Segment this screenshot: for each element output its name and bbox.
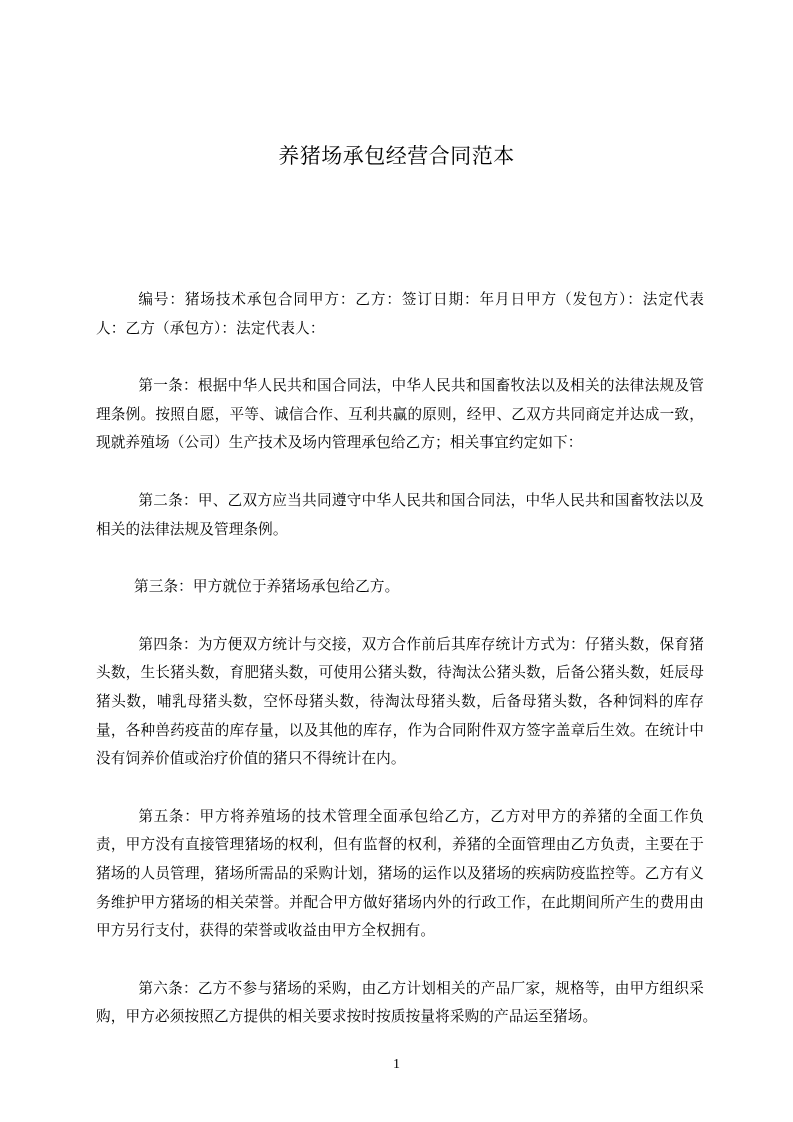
article-3-paragraph: 第三条：甲方就位于养猪场承包给乙方。 bbox=[133, 578, 400, 596]
article-5-paragraph: 第五条：甲方将养殖场的技术管理全面承包给乙方，乙方对甲方的养猪的全面工作负责，甲方没有直接管理猪场的权利，但有监督的权利，养猪的全面管理由乙方负责，主要在于猪场的人员管理，猪场所需品的采购计划，猪场的运作以及猪场的疾病防疫监控等。乙方有义务维护甲方猪场的相关荣誉。并配合甲方做好猪场内外的行政工作，在此期间所产生的费用由甲方另行支付，获得的荣誉或收益由甲方全权拥有。 bbox=[96, 807, 704, 940]
article-4-paragraph: 第四条：为方便双方统计与交接，双方合作前后其库存统计方式为：仔猪头数，保育猪头数，生长猪头数，育肥猪头数，可使用公猪头数，待淘汰公猪头数，后备公猪头数，妊辰母猪头数，哺乳母猪头数，空怀母猪头数，待淘汰母猪头数，后备母猪头数，各种饲料的库存量，各种兽药疫苗的库存量，以及其他的库存，作为合同附件双方签字盖章后生效。在统计中没有饲养价值或治疗价值的猪只不得统计在内。 bbox=[96, 635, 704, 768]
article-1-paragraph: 第一条：根据中华人民共和国合同法，中华人民共和国畜牧法以及相关的法律法规及管理条例。按照自愿，平等、诚信合作、互利共赢的原则，经甲、乙双方共同商定并达成一致，现就养殖场（公司）生产技术及场内管理承包给乙方；相关事宜约定如下： bbox=[96, 377, 704, 452]
document-body bbox=[96, 286, 704, 1032]
document-title: 养猪场承包经营合同范本 bbox=[278, 144, 515, 168]
article-6-paragraph: 第六条：乙方不参与猪场的采购，由乙方计划相关的产品厂家，规格等，由甲方组织采购，甲方必须按照乙方提供的相关要求按时按质按量将采购的产品运至猪场。 bbox=[96, 979, 704, 1026]
article-2-paragraph: 第二条：甲、乙双方应当共同遵守中华人民共和国合同法，中华人民共和国畜牧法以及相关的法律法规及管理条例。 bbox=[96, 491, 704, 538]
page-number: 1 bbox=[393, 1057, 400, 1072]
contract-header-paragraph: 编号：猪场技术承包合同甲方：乙方：签订日期：年月日甲方（发包方）：法定代表人：乙方（承包方）：法定代表人： bbox=[96, 291, 704, 337]
